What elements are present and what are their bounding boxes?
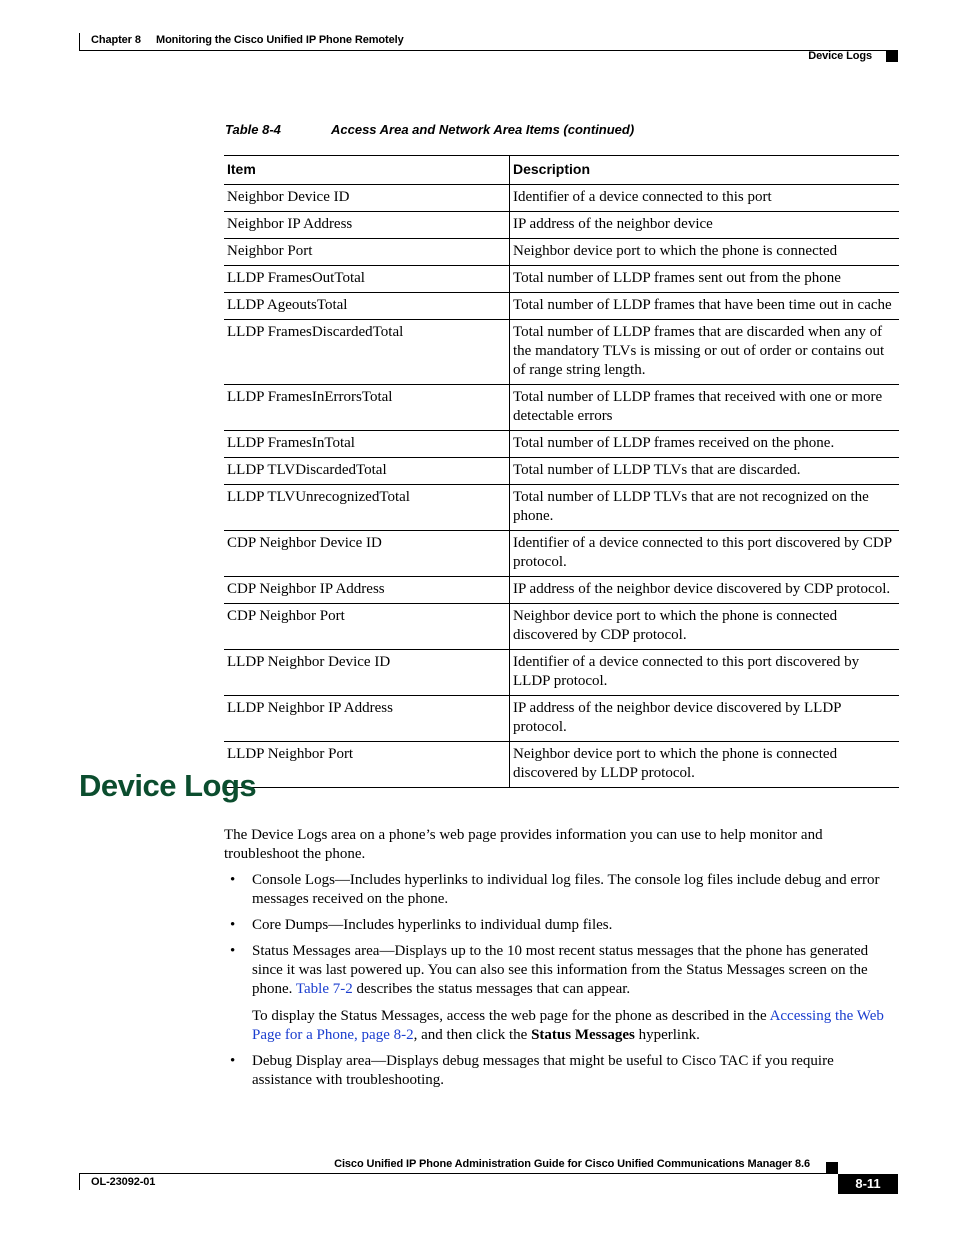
list-item-status-messages — [224, 942, 896, 1045]
debug-display-text: Debug Display area—Displays debug messages that might be useful to Cisco TAC if you require assistance with troubleshooting. — [252, 1053, 834, 1088]
list-item-console-logs — [224, 871, 896, 909]
row-item: LLDP AgeoutsTotal — [224, 293, 510, 320]
row-item: CDP Neighbor Port — [224, 604, 510, 650]
column-header-description: Description — [510, 156, 900, 185]
header-left-rule — [79, 33, 80, 50]
header-marker-block — [886, 51, 898, 62]
row-description: IP address of the neighbor device discovered by CDP protocol. — [510, 577, 900, 604]
row-description: Neighbor device port to which the phone is connected discovered by CDP protocol. — [510, 604, 900, 650]
row-description: Total number of LLDP frames that are discarded when any of the mandatory TLVs is missing or out of order or contains out of range string length. — [510, 320, 900, 385]
row-description: Total number of LLDP TLVs that are not recognized on the phone. — [510, 485, 900, 531]
bullet-marker: • — [230, 943, 236, 959]
row-item: LLDP TLVDiscardedTotal — [224, 458, 510, 485]
bullet-marker: • — [230, 872, 236, 888]
table-row — [224, 604, 899, 650]
bullet-marker: • — [230, 917, 236, 933]
header-chapter-title: Monitoring the Cisco Unified IP Phone Remotely — [156, 34, 404, 46]
row-item: CDP Neighbor Device ID — [224, 531, 510, 577]
status-messages-text-after: describes the status messages that can appear. — [352, 981, 631, 997]
table-title: Access Area and Network Area Items (continued) — [331, 122, 635, 137]
row-item: Neighbor Device ID — [224, 185, 510, 212]
footer-doc-number: OL-23092-01 — [91, 1176, 156, 1188]
row-description: IP address of the neighbor device discovered by LLDP protocol. — [510, 696, 900, 742]
status-messages-hyperlink-label: Status Messages — [531, 1027, 635, 1043]
row-description: IP address of the neighbor device — [510, 212, 900, 239]
footer-left-rule — [79, 1173, 80, 1190]
table-row — [224, 577, 899, 604]
row-item: Neighbor Port — [224, 239, 510, 266]
row-description: Total number of LLDP frames sent out from the phone — [510, 266, 900, 293]
instructions-text-middle: , and then click the — [413, 1027, 532, 1043]
accessing-web-page-link[interactable]: Accessing the Web Page for a Phone, page 8-2 — [252, 1008, 884, 1043]
row-description: Neighbor device port to which the phone is connected — [510, 239, 900, 266]
table-caption — [225, 122, 634, 137]
row-item: LLDP FramesInErrorsTotal — [224, 385, 510, 431]
row-item: LLDP FramesDiscardedTotal — [224, 320, 510, 385]
table-row — [224, 293, 899, 320]
row-item: LLDP Neighbor Port — [224, 742, 510, 788]
instructions-text: To display the Status Messages, access the web page for the phone as described in the — [252, 1008, 770, 1024]
row-description: Total number of LLDP frames received on the phone. — [510, 431, 900, 458]
table-row — [224, 485, 899, 531]
table-row — [224, 185, 899, 212]
table-row — [224, 458, 899, 485]
table-7-2-link[interactable]: Table 7-2 — [295, 981, 353, 997]
row-item: LLDP FramesOutTotal — [224, 266, 510, 293]
column-header-item: Item — [224, 156, 510, 185]
row-item: LLDP Neighbor IP Address — [224, 696, 510, 742]
row-item: LLDP Neighbor Device ID — [224, 650, 510, 696]
table-number: Table 8-4 — [225, 122, 281, 137]
footer-rule — [79, 1173, 826, 1174]
row-description: Total number of LLDP frames that have been time out in cache — [510, 293, 900, 320]
table-row — [224, 650, 899, 696]
status-messages-text: Status Messages area—Displays up to the 10 most recent status messages that the phone has generated since it was last powered up. You can also see this information from the Status Messages screen on the phone. — [252, 943, 869, 997]
list-item-debug-display — [224, 1052, 896, 1090]
header-chapter: Chapter 8 — [91, 34, 141, 46]
status-messages-instructions — [252, 1007, 896, 1045]
row-description: Identifier of a device connected to this port — [510, 185, 900, 212]
header-top-rule — [79, 50, 898, 51]
intro-paragraph: The Device Logs area on a phone’s web page provides information you can use to help monitor and troubleshoot the phone. — [224, 827, 823, 862]
table-row — [224, 742, 899, 788]
table-row — [224, 266, 899, 293]
table-header-row — [224, 156, 899, 185]
row-description: Identifier of a device connected to this port discovered by CDP protocol. — [510, 531, 900, 577]
page-number: 8-11 — [838, 1174, 898, 1194]
section-title: Device Logs — [79, 768, 257, 803]
header-section: Device Logs — [808, 50, 872, 62]
list-item-core-dumps — [224, 916, 896, 935]
footer-guide-title: Cisco Unified IP Phone Administration Guide for Cisco Unified Communications Manager 8.6 — [334, 1158, 810, 1170]
row-item: Neighbor IP Address — [224, 212, 510, 239]
row-item: CDP Neighbor IP Address — [224, 577, 510, 604]
items-table — [224, 155, 899, 788]
footer-marker-block — [826, 1162, 838, 1174]
row-item: LLDP TLVUnrecognizedTotal — [224, 485, 510, 531]
row-description: Total number of LLDP frames that received with one or more detectable errors — [510, 385, 900, 431]
row-item: LLDP FramesInTotal — [224, 431, 510, 458]
device-logs-list — [224, 871, 896, 1097]
console-logs-text: Console Logs—Includes hyperlinks to individual log files. The console log files include debug and error messages received on the phone. — [252, 872, 880, 907]
instructions-text-end: hyperlink. — [634, 1027, 700, 1043]
core-dumps-text: Core Dumps—Includes hyperlinks to individual dump files. — [252, 917, 613, 933]
table-row — [224, 212, 899, 239]
table-row — [224, 696, 899, 742]
table-row — [224, 385, 899, 431]
row-description: Neighbor device port to which the phone is connected discovered by LLDP protocol. — [510, 742, 900, 788]
table-row — [224, 431, 899, 458]
bullet-marker: • — [230, 1053, 236, 1069]
table-row — [224, 320, 899, 385]
row-description: Total number of LLDP TLVs that are discarded. — [510, 458, 900, 485]
row-description: Identifier of a device connected to this port discovered by LLDP protocol. — [510, 650, 900, 696]
table-row — [224, 239, 899, 266]
table-row — [224, 531, 899, 577]
